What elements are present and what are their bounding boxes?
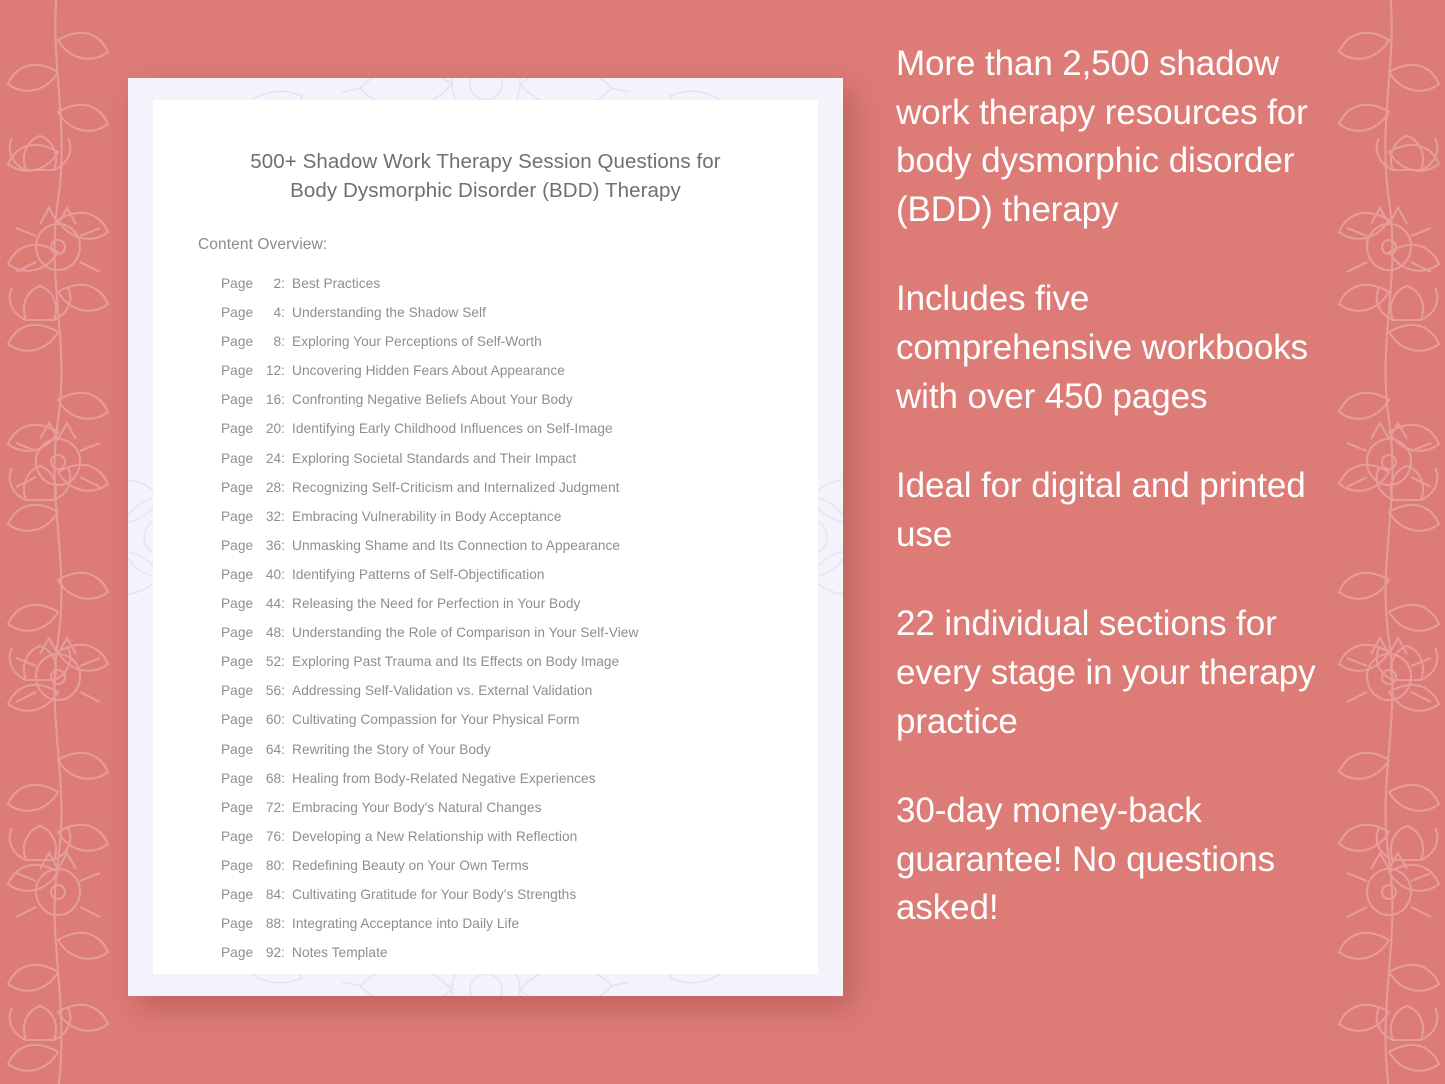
toc-row[interactable]: [221, 444, 818, 473]
toc-page-number: 36: [265, 537, 282, 553]
toc-colon: :: [281, 596, 286, 612]
toc-section-title: Uncovering Hidden Fears About Appearance: [292, 363, 565, 379]
toc-page-number: 88: [265, 916, 282, 932]
toc-row[interactable]: [221, 938, 818, 967]
toc-section-title: Releasing the Need for Perfection in Your Body: [292, 596, 581, 612]
toc-section-title: Understanding the Shadow Self: [292, 305, 486, 321]
toc-row[interactable]: [221, 764, 818, 793]
toc-section-title: Cultivating Gratitude for Your Body's Strengths: [292, 886, 577, 902]
toc-page-number: 60: [265, 712, 282, 728]
toc-row[interactable]: [221, 298, 818, 327]
toc-colon: :: [281, 741, 286, 757]
document-page: [153, 100, 818, 974]
marketing-block: Ideal for digital and printed use: [896, 466, 1306, 554]
toc-page-number: 80: [265, 857, 282, 873]
toc-row[interactable]: [221, 502, 818, 531]
toc-page-number: 48: [265, 625, 282, 641]
toc-colon: :: [281, 857, 286, 873]
toc-page-word: Page: [221, 421, 254, 437]
toc-page-word: Page: [221, 305, 254, 321]
toc-row[interactable]: [221, 822, 818, 851]
toc-page-number: 84: [265, 886, 282, 902]
document-preview-card[interactable]: [128, 78, 843, 996]
toc-page-number: 56: [265, 683, 282, 699]
toc-section-title: Developing a New Relationship with Reflection: [292, 828, 578, 844]
toc-page-number: 28: [265, 479, 282, 495]
toc-page-number: 64: [265, 741, 282, 757]
toc-section-title: Exploring Past Trauma and Its Effects on Body Image: [292, 654, 620, 670]
toc-row[interactable]: [221, 676, 818, 705]
toc-page-word: Page: [221, 276, 254, 291]
toc-section-title: Embracing Your Body's Natural Changes: [292, 799, 542, 815]
toc-row[interactable]: [221, 909, 818, 938]
toc-colon: :: [281, 363, 286, 379]
toc-page-word: Page: [221, 479, 254, 495]
table-of-contents: [221, 269, 818, 967]
toc-page-number: 68: [265, 770, 282, 786]
toc-page-word: Page: [221, 828, 254, 844]
toc-colon: :: [281, 537, 286, 553]
toc-section-title: Notes Template: [292, 945, 388, 961]
toc-page-number: 24: [265, 450, 282, 466]
toc-colon: :: [281, 421, 286, 437]
toc-page-word: Page: [221, 712, 254, 728]
toc-colon: :: [281, 450, 286, 466]
toc-row[interactable]: [221, 589, 818, 618]
toc-colon: :: [281, 799, 286, 815]
toc-colon: :: [281, 916, 286, 932]
toc-colon: :: [281, 828, 286, 844]
toc-section-title: Identifying Early Childhood Influences on Self-Image: [292, 421, 613, 437]
toc-page-number: 32: [265, 508, 282, 524]
toc-colon: :: [281, 392, 286, 408]
toc-page-word: Page: [221, 916, 254, 932]
toc-page-word: Page: [221, 363, 254, 379]
toc-page-word: Page: [221, 799, 254, 815]
toc-row[interactable]: [221, 560, 818, 589]
toc-colon: :: [281, 276, 286, 291]
toc-page-number: 40: [265, 566, 282, 582]
toc-page-number: 12: [265, 363, 282, 379]
toc-colon: :: [281, 683, 286, 699]
toc-colon: :: [281, 334, 286, 350]
toc-row[interactable]: [221, 385, 818, 414]
toc-page-word: Page: [221, 596, 254, 612]
toc-colon: :: [281, 305, 286, 321]
toc-section-title: Best Practices: [292, 276, 381, 291]
toc-page-word: Page: [221, 334, 254, 350]
toc-row[interactable]: [221, 414, 818, 443]
page-title-line-2: Body Dysmorphic Disorder (BDD) Therapy: [290, 179, 681, 202]
toc-page-word: Page: [221, 945, 254, 961]
toc-row[interactable]: [221, 473, 818, 502]
toc-colon: :: [281, 479, 286, 495]
toc-colon: :: [281, 945, 286, 961]
toc-row[interactable]: [221, 735, 818, 764]
toc-colon: :: [281, 654, 286, 670]
toc-page-number: 4: [273, 305, 282, 321]
toc-row[interactable]: [221, 880, 818, 909]
content-overview-label: Content Overview:: [198, 236, 328, 253]
floral-vine-border-right-icon: [1321, 0, 1445, 1084]
toc-page-number: 76: [265, 828, 282, 844]
toc-colon: :: [281, 625, 286, 641]
toc-page-word: Page: [221, 741, 254, 757]
toc-page-word: Page: [221, 886, 254, 902]
toc-colon: :: [281, 770, 286, 786]
toc-row[interactable]: [221, 356, 818, 385]
toc-page-word: Page: [221, 857, 254, 873]
toc-row[interactable]: [221, 531, 818, 560]
toc-row[interactable]: [221, 793, 818, 822]
toc-row[interactable]: [221, 851, 818, 880]
marketing-copy-column: [896, 40, 1326, 933]
toc-section-title: Exploring Societal Standards and Their Impact: [292, 450, 577, 466]
toc-colon: :: [281, 712, 286, 728]
toc-page-word: Page: [221, 450, 254, 466]
toc-page-word: Page: [221, 537, 254, 553]
toc-section-title: Recognizing Self-Criticism and Internalized Judgment: [292, 479, 620, 495]
toc-page-number: 72: [265, 799, 282, 815]
toc-section-title: Healing from Body-Related Negative Experiences: [292, 770, 596, 786]
floral-vine-border-left-icon: [0, 0, 126, 1084]
toc-row[interactable]: [221, 327, 818, 356]
toc-section-title: Exploring Your Perceptions of Self-Worth: [292, 334, 542, 350]
toc-page-number: 20: [265, 421, 282, 437]
toc-section-title: Cultivating Compassion for Your Physical Form: [292, 712, 580, 728]
toc-page-number: 52: [265, 654, 282, 670]
toc-page-word: Page: [221, 770, 254, 786]
marketing-block: Includes five comprehensive workbooks with over 450 pages: [896, 279, 1309, 416]
toc-page-number: 44: [265, 596, 282, 612]
toc-page-word: Page: [221, 625, 254, 641]
toc-section-title: Unmasking Shame and Its Connection to Appearance: [292, 537, 621, 553]
toc-page-word: Page: [221, 392, 254, 408]
marketing-block: 30-day money-back guarantee! No questions asked!: [896, 791, 1276, 928]
marketing-block: More than 2,500 shadow work therapy resources for body dysmorphic disorder (BDD) therapy: [896, 44, 1308, 229]
toc-section-title: Embracing Vulnerability in Body Acceptance: [292, 508, 562, 524]
marketing-block: 22 individual sections for every stage in your therapy practice: [896, 604, 1316, 741]
toc-section-title: Integrating Acceptance into Daily Life: [292, 916, 520, 932]
toc-row[interactable]: [221, 647, 818, 676]
toc-colon: :: [281, 886, 286, 902]
toc-page-word: Page: [221, 654, 254, 670]
toc-section-title: Understanding the Role of Comparison in Your Self-View: [292, 625, 639, 641]
toc-row[interactable]: [221, 269, 818, 298]
toc-page-number: 8: [273, 334, 282, 350]
page-title-line-1: 500+ Shadow Work Therapy Session Questions for: [250, 150, 721, 173]
toc-colon: :: [281, 508, 286, 524]
toc-section-title: Identifying Patterns of Self-Objectification: [292, 566, 545, 582]
toc-page-word: Page: [221, 683, 254, 699]
toc-row[interactable]: [221, 618, 818, 647]
toc-page-word: Page: [221, 508, 254, 524]
page-title: [207, 147, 764, 205]
toc-page-number: 2: [273, 276, 282, 291]
toc-page-word: Page: [221, 566, 254, 582]
toc-page-number: 16: [265, 392, 282, 408]
toc-section-title: Confronting Negative Beliefs About Your Body: [292, 392, 573, 408]
toc-section-title: Rewriting the Story of Your Body: [292, 741, 491, 757]
toc-section-title: Addressing Self-Validation vs. External Validation: [292, 683, 593, 699]
toc-colon: :: [281, 566, 286, 582]
toc-row[interactable]: [221, 705, 818, 734]
toc-page-number: 92: [265, 945, 282, 961]
toc-section-title: Redefining Beauty on Your Own Terms: [292, 857, 529, 873]
